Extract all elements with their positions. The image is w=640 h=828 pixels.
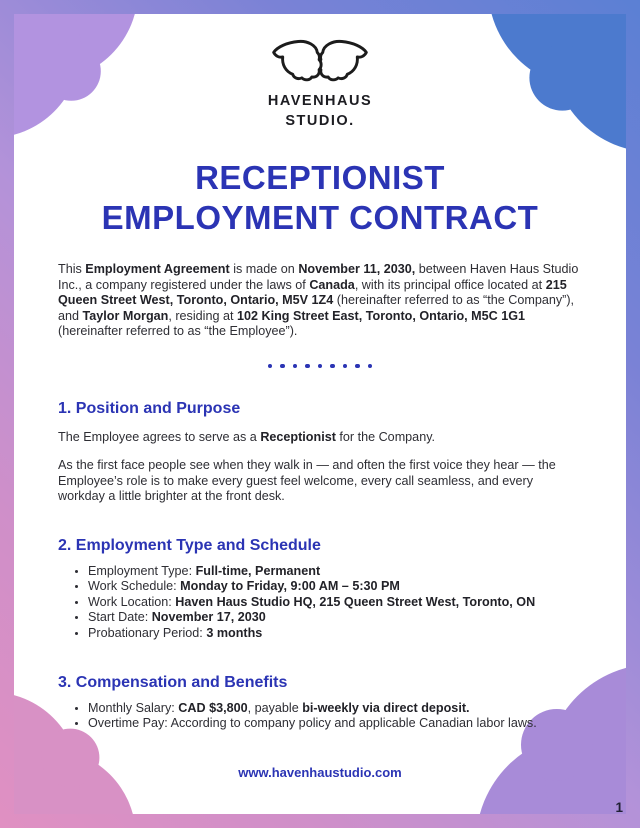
list-item: • Work Schedule: Monday to Friday, 9:00 AM – 5:30 PM xyxy=(88,579,582,595)
section-heading-3: 3. Compensation and Benefits xyxy=(58,673,288,691)
page-number: 1 xyxy=(615,800,623,815)
schedule-bullet-list xyxy=(58,564,582,642)
document-content xyxy=(14,14,626,814)
section-heading-1: 1. Position and Purpose xyxy=(58,400,241,417)
list-item: • Work Location: Haven Haus Studio HQ, 215 Queen Street West, Toronto, ON xyxy=(88,595,582,611)
brand-name-line1: HAVENHAUS xyxy=(267,93,373,109)
document-title-line2: EMPLOYMENT CONTRACT xyxy=(101,199,539,236)
list-item: • Monthly Salary: CAD $3,800, payable bi-weekly via direct deposit. xyxy=(88,701,582,717)
document-title xyxy=(58,158,582,238)
document-title-line1: RECEPTIONIST xyxy=(195,159,445,196)
compensation-bullet-list xyxy=(58,701,582,732)
section1-paragraph-1: The Employee agrees to serve as a Receptionist for the Company. xyxy=(58,430,436,444)
brand-header xyxy=(58,38,582,130)
section1-paragraph-2: As the first face people see when they walk in — and often the first voice they hear — the Employee’s role is to make every guest feel welcome, every call seamless, and every workday a little brighter at the front desk. xyxy=(58,458,556,504)
list-item: • Employment Type: Full-time, Permanent xyxy=(88,564,582,580)
list-item: • Start Date: November 17, 2030 xyxy=(88,610,582,626)
website-link[interactable]: www.havenhaustudio.com xyxy=(238,765,402,780)
brand-name-line2: STUDIO. xyxy=(285,113,355,129)
wings-icon xyxy=(270,72,370,89)
section-heading-2: 2. Employment Type and Schedule xyxy=(58,536,321,554)
list-item: • Overtime Pay: According to company policy and applicable Canadian labor laws. xyxy=(88,716,582,732)
dotted-divider xyxy=(58,364,582,369)
list-item: • Probationary Period: 3 months xyxy=(88,626,582,642)
intro-paragraph: This Employment Agreement is made on November 11, 2030, between Haven Haus Studio Inc., a company registered under the laws of Canada, with its principal office located at 215 Queen Street West, Toronto, Ontario, M5V 1Z4 (hereinafter referred to as “the Company”), and Taylor Morgan, residing at 102 King Street East, Toronto, Ontario, M5C 1G1 (hereinafter referred to as “the Employee”). xyxy=(58,262,579,338)
